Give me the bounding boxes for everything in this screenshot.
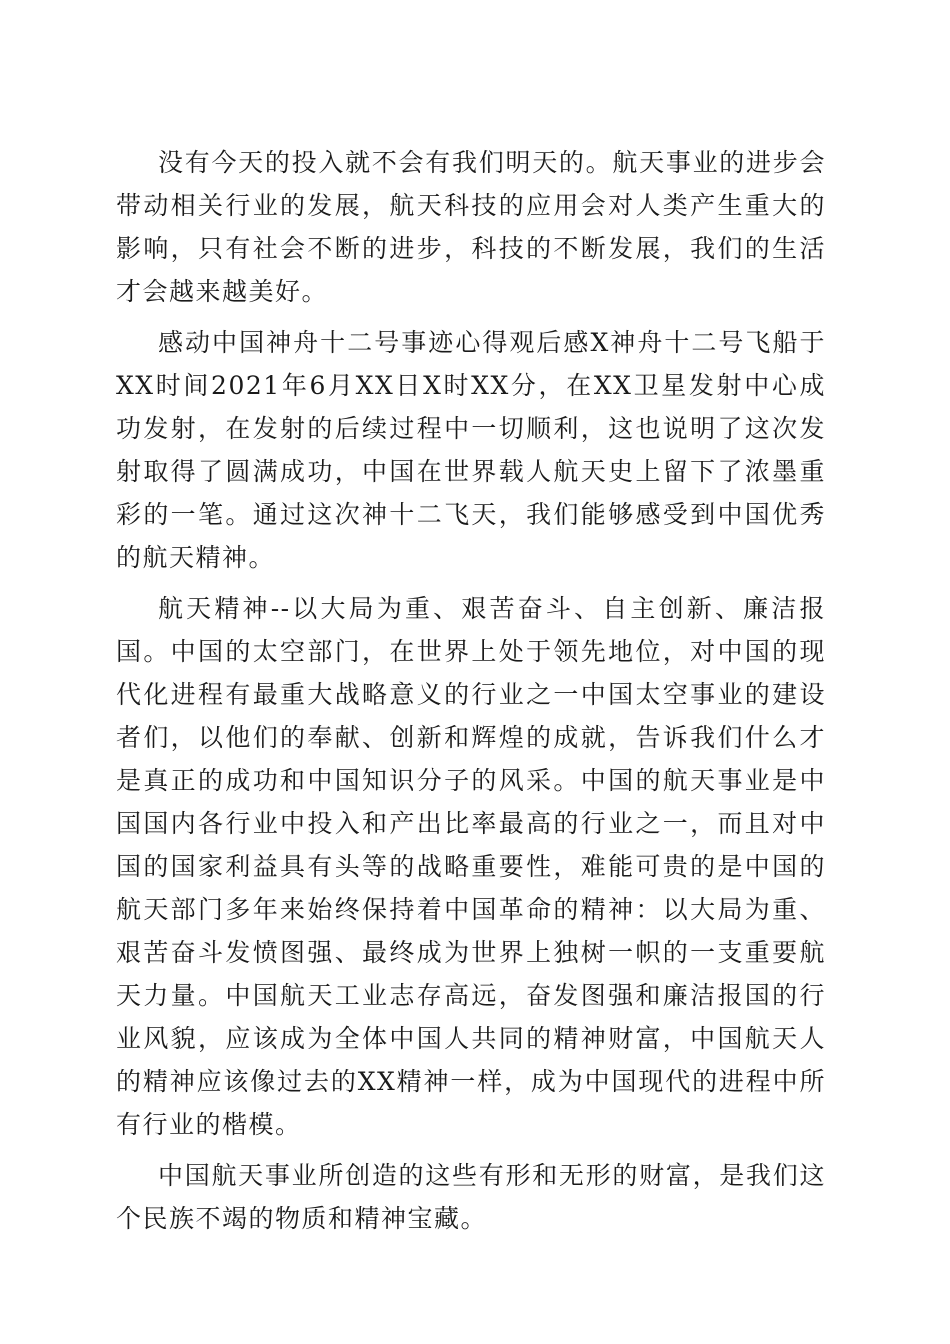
document-body [116, 141, 826, 1248]
paragraph-1: 没有今天的投入就不会有我们明天的。航天事业的进步会带动相关行业的发展，航天科技的应用会对人类产生重大的影响，只有社会不断的进步，科技的不断发展，我们的生活才会越来越美好。 [116, 148, 826, 306]
paragraph-2: 感动中国神舟十二号事迹心得观后感X神舟十二号飞船于XX时间2021年6月XX日X时XX分，在XX卫星发射中心成功发射，在发射的后续过程中一切顺利，这也说明了这次发射取得了圆满成功，中国在世界载人航天史上留下了浓墨重彩的一笔。通过这次神十二飞天，我们能够感受到中国优秀的航天精神。 [116, 328, 826, 572]
paragraph-4: 中国航天事业所创造的这些有形和无形的财富，是我们这个民族不竭的物质和精神宝藏。 [116, 1161, 826, 1233]
paragraph-3: 航天精神--以大局为重、艰苦奋斗、自主创新、廉洁报国。中国的太空部门，在世界上处于领先地位，对中国的现代化进程有最重大战略意义的行业之一中国太空事业的建设者们，以他们的奉献、创新和辉煌的成就，告诉我们什么才是真正的成功和中国知识分子的风采。中国的航天事业是中国国内各行业中投入和产出比率最高的行业之一，而且对中国的国家利益具有头等的战略重要性，难能可贵的是中国的航天部门多年来始终保持着中国革命的精神：以大局为重、艰苦奋斗发愤图强、最终成为世界上独树一帜的一支重要航天力量。中国航天工业志存高远，奋发图强和廉洁报国的行业风貌，应该成为全体中国人共同的精神财富，中国航天人的精神应该像过去的XX精神一样，成为中国现代的进程中所有行业的楷模。 [116, 594, 826, 1139]
